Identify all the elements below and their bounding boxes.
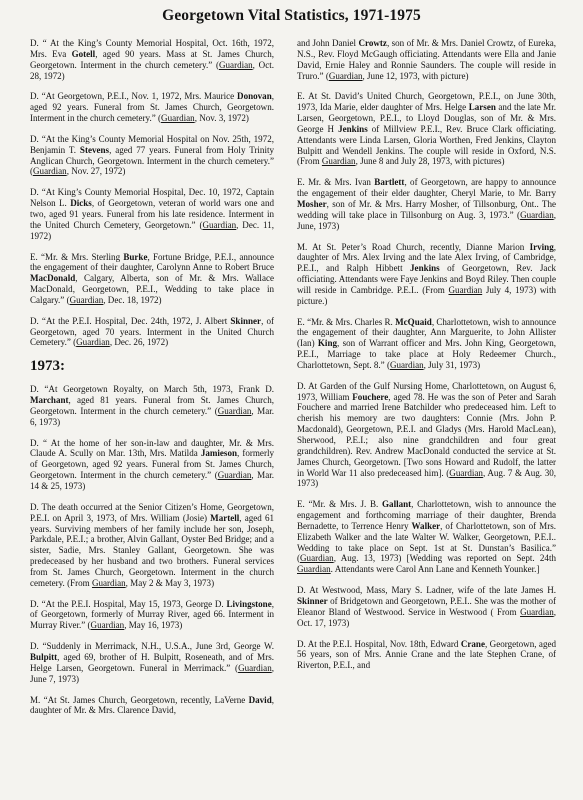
entry-text: , Charlottetown, wish to announce the engagement of their daughter, Ann Marguerite, to John Allister (Ian) (297, 316, 556, 349)
newspaper-name: Guardian (69, 294, 104, 305)
newspaper-name: Guardian (328, 70, 363, 81)
record-entry (297, 177, 556, 231)
newspaper-name: Guardian (520, 209, 554, 220)
entry-text: , June 8 and July 28, 1973, with pictures) (355, 156, 505, 167)
record-entry (30, 134, 274, 177)
record-entry (297, 381, 556, 489)
entry-text: , aged 61 years. Surviving members of her family include her son, Joseph, Parkdale, P.E.I.; a brother, Alvin Gallant, Oyster Bed Bridge; and a sister, Sadie, Mrs. Stanley Gallant, Georgetown. She was predeceased by her husband and two brothers. Funeral services from St. James Church, Georgetown. Interment in the church cemetery. (From (30, 512, 274, 588)
entries-1973 (30, 384, 274, 716)
record-entry (30, 187, 274, 241)
entry-text: E. Mr. & Mrs. Ivan (297, 177, 375, 188)
entry-text: D. “At King’s County Memorial Hospital, Dec. 10, 1972, Captain Nelson L. (30, 187, 274, 209)
entry-text: , aged 90 years. Mass at St. James Church, Georgetown. Interment in the church cemetery.” ( (30, 48, 274, 70)
record-entry (30, 384, 274, 427)
entry-text: D. “At Georgetown Royalty, on March 5th, 1973, Frank D. (30, 384, 274, 395)
record-entry (30, 91, 274, 124)
newspaper-name: Guardian (90, 620, 125, 631)
entry-text: D. “At the King’s County Memorial Hospital on Nov. 25th, 1972, Benjamin T. (30, 133, 274, 155)
newspaper-name: Guardian (238, 662, 272, 673)
newspaper-name: Guardian (76, 337, 110, 348)
surname: Gotell (71, 48, 96, 59)
surname: Bartlett (374, 177, 405, 188)
entry-text: , daughter of Mrs. Alex Irving and the late Alex Irving, of Cambridge, P.E.I., and Ralph Hibbett (297, 241, 556, 274)
entry-text: D. “ At the King’s County Memorial Hospital, Oct. 16th, 1972, Mrs. Eva (30, 38, 274, 59)
entry-text: , formerly of Georgetown, aged 92 years. Funeral from St. James Church, Georgetown. Interment in the church cemetery.” ( (30, 448, 274, 481)
surname: Walker (411, 520, 441, 531)
entry-text: , Nov. 27, 1972) (66, 166, 126, 177)
entry-text: , of Georgetown, veteran of world wars one and two, aged 91 years. Funeral from his late residence. Interment in the United Church Cemetery, Georgetown.” ( (30, 198, 274, 230)
surname: Martell (210, 512, 240, 523)
entry-text: M. At St. Peter’s Road Church, recently, Dianne Marion (297, 241, 530, 252)
surname: Dicks (70, 198, 92, 209)
entry-text: D. “At Georgetown, P.E.I., Nov. 1, 1972, Mrs. Maurice (30, 91, 238, 102)
entry-text: , daughter of Mr. & Mrs. Clarence David, (30, 694, 274, 716)
surname: Larsen (468, 102, 496, 113)
record-entry (297, 91, 556, 167)
entry-text: , Oct. 28, 1972) (30, 59, 274, 81)
newspaper-name: Guardian (217, 405, 252, 416)
record-entry (30, 502, 274, 589)
left-column (30, 38, 274, 726)
entry-text: E. “Mr. & Mrs. J. B. (297, 499, 383, 510)
newspaper-name: Guardian (321, 156, 356, 167)
entry-text: , son of Warrant officer and Mrs. John King, Georgetown, P.E.I., Marriage to take place at Holy Redeemer Church., Charlottetown, Sept. 8.” ( (297, 338, 556, 370)
entry-text: , of Georgetown, aged 70 years. Interment in the United Church Cemetery.” ( (30, 315, 274, 348)
entry-text: , son of Mr. & Mrs. Daniel Crowtz, of Eureka, N.S., Rev. Floyd McGaugh officiating. Attendants were Ella and Janie David, Ernie Haley and Ronnie Saunders. The couple will reside in Truro.” ( (297, 38, 556, 81)
surname: David (248, 694, 272, 705)
entry-text: , of Georgetown, are happy to announce the engagement of their elder daughter, Cheryl Marie, to Mr. Barry (297, 177, 556, 199)
surname: Donovan (237, 91, 272, 102)
surname: Bulpitt (30, 651, 58, 662)
entry-text: , May 16, 1973) (124, 620, 183, 631)
record-entry (30, 316, 274, 349)
entry-text: and John Daniel (297, 38, 359, 48)
entry-text: , Aug. 7 & Aug. 30, 1973) (297, 467, 557, 489)
entries-1972 (30, 38, 274, 348)
newspaper-name: Guardian (33, 166, 67, 177)
record-entry (297, 317, 556, 371)
surname: Mosher (297, 198, 327, 209)
entry-text: , May 2 & May 3, 1973) (125, 577, 215, 588)
newspaper-name: Guardian (449, 467, 483, 478)
record-entry (30, 695, 274, 717)
surname: Gallant (382, 499, 412, 510)
newspaper-name: Guardian (91, 577, 126, 588)
surname: Jenkins (338, 123, 368, 134)
entry-text: D. At Garden of the Gulf Nursing Home, Charlottetown, on August 6, 1973, William (297, 380, 556, 402)
surname: Fouchere (352, 391, 389, 402)
entry-text: , son of Mr. & Mrs. Harry Mosher, of Tillsonburg, Ont.. The wedding will take place in Tillsonburg on Aug. 3, 1973.” ( (297, 198, 556, 220)
record-entry (30, 38, 274, 81)
newspaper-name: Guardian (297, 564, 331, 575)
entry-text: , Nov. 3, 1972) (194, 113, 249, 124)
newspaper-name: Guardian (520, 606, 554, 617)
surname: Marchant (30, 395, 69, 406)
newspaper-name: Guardian (161, 113, 195, 124)
record-entry (30, 438, 274, 492)
surname: Crowtz (358, 38, 387, 48)
year-heading: 1973: (30, 358, 65, 375)
entry-text: D. “At the P.E.I. Hospital, Dec. 24th, 1972, J. Albert (30, 315, 231, 326)
entry-text: , aged 81 years. Funeral from St. James Church, Georgetown. Interment in the church cemetery.” ( (30, 395, 274, 416)
record-entry (30, 599, 274, 632)
surname: King (317, 338, 337, 349)
entry-text: , Aug. 13, 1973) [Wedding was reported on Sept. 24th (333, 553, 556, 564)
surname: Burke (123, 251, 148, 262)
entry-text: , Dec. 26, 1972) (109, 337, 169, 348)
entry-text: , June, 1973) (297, 209, 556, 231)
newspaper-name: Guardian (300, 553, 334, 564)
record-entry (297, 38, 556, 81)
surname: Stevens (79, 144, 110, 155)
page-title: Georgetown Vital Statistics, 1971-1975 (162, 7, 421, 24)
entry-text: , Oct. 17, 1973) (297, 606, 556, 628)
entry-text: . Attendants were Carol Ann Lane and Kenneth Younker.] (330, 564, 540, 575)
record-entry (30, 641, 274, 684)
record-entry (297, 585, 556, 628)
surname: MacDonald (30, 273, 76, 284)
entries-continued (297, 38, 556, 671)
entry-text: E. At St. David’s United Church, Georgetown, P.E.I., on June 30th, 1973, Ida Marie, elder daughter of Mrs. Helge (297, 91, 556, 113)
entry-text: M. “At St. James Church, Georgetown, recently, LaVerne (30, 694, 249, 705)
newspaper-name: Guardian (219, 59, 253, 70)
surname: Skinner (230, 315, 262, 326)
record-entry (30, 252, 274, 306)
entry-text: , aged 92 years. Funeral from St. James Church, Georgetown. Interment in the church cemetery.” ( (30, 91, 274, 124)
entry-text: , July 31, 1973) (423, 359, 481, 370)
entry-text: E. “Mr. & Mrs. Charles R. (297, 316, 396, 327)
surname: Crane (460, 638, 485, 649)
entry-text: , of Charlottetown, son of Mrs. Elizabeth Walker and the late Walter W. Walker, Georgetown, P.E.I.. Wedding to take place on Sept. 1st at St. Dunstan’s Basilica.” ( (297, 520, 556, 564)
newspaper-name: Guardian (448, 284, 483, 295)
entry-text: D. The death occurred at the Senior Citizen’s Home, Georgetown, P.E.I. on April 3, 1973, of Mrs. William (Josie) (30, 501, 274, 523)
entry-text: D. “ At the home of her son-in-law and daughter, Mr. & Mrs. Claude A. Scully on Mar. 13th, Mrs. Matilda (30, 437, 274, 459)
entry-text: , Mar. 14 & 25, 1973) (30, 470, 274, 491)
surname: Livingstone (226, 598, 272, 609)
entry-text: , June 7, 1973) (30, 662, 274, 684)
entry-text: , Georgetown, aged 56 years, son of Mrs. Annie Crane and the late Stephen Crane, of Riverton, P.E.I., and (297, 638, 557, 671)
surname: Irving (529, 241, 554, 252)
entry-text: , Dec. 11, 1972) (30, 219, 274, 241)
entry-text: , Fortune Bridge, P.E.I., announce the engagement of their daughter, Carolynn Anne to Robert Bruce (30, 251, 274, 273)
entry-text: D. “Suddenly in Merrimack, N.H., U.S.A., June 3rd, George W. (30, 641, 274, 652)
entry-text: D. At the P.E.I. Hospital, Nov. 18th, Edward (297, 638, 461, 649)
record-entry (297, 499, 556, 575)
newspaper-name: Guardian (389, 359, 424, 370)
entry-text: E. “Mr. & Mrs. Sterling (30, 251, 124, 262)
newspaper-name: Guardian (217, 470, 252, 481)
right-column (297, 38, 556, 681)
surname: Jamieson (200, 448, 238, 459)
entry-text: D. “At the P.E.I. Hospital, May 15, 1973, George D. (30, 598, 227, 609)
entry-text: , Charlottetown, wish to announce the engagement and forthcoming marriage of their daughter, Brenda Bernadette, to Terrence Henry (297, 499, 556, 531)
entry-text: D. At Westwood, Mass, Mary S. Ladner, wife of the late James H. (297, 585, 556, 596)
surname: Jenkins (410, 263, 440, 274)
entry-text: and the late Mr. Larsen, Georgetown, P.E.I., to Lloyd Douglas, son of Mr. & Mrs. George H (297, 102, 556, 134)
entry-text: , Dec. 18, 1972) (103, 294, 162, 305)
entry-text: , aged 77 years. Funeral from Holy Trinity Anglican Church, Georgetown. Interment in the church cemetery.” ( (30, 144, 275, 177)
entry-text: July 4, 1973) with picture.) (297, 284, 556, 306)
record-entry (297, 242, 556, 307)
surname: McQuaid (395, 316, 432, 327)
entry-text: of Georgetown, Rev. Jack officiating. Attendants were Faye Jenkins and Boyd Riley. Then couple will reside in Cambridge. P.E.I.. (From (297, 263, 556, 295)
entry-text: of Millview P.E.I., Rev. Bruce Clark officiating. Attendants were Linda Larsen, Gloria Worthen, Fred Jenkins, Clayton Bulpitt and Wendell Jenkins. The couple will reside in Oxford, N.S. (From (297, 123, 556, 167)
entry-text: , Mar. 6, 1973) (30, 405, 274, 427)
newspaper-name: Guardian (202, 219, 237, 230)
entry-text: , of Georgetown, formerly of Murray River, aged 66. Interment in Murray River.” ( (30, 598, 274, 631)
entry-text: , aged 69, brother of H. Bulpitt, Roseneath, and of Mrs. Helge Larsen, Georgetown. Funeral in Merrimack.” ( (30, 651, 274, 673)
entry-text: , Calgary, Alberta, son of Mr. & Mrs. Wallace MacDonald, Georgetown, P.E.I., Wedding to take place in Calgary.” ( (30, 273, 274, 305)
entry-text: of Bridgetown and Georgetown, P.E.I.. She was the mother of Eleanor Bland of Westwood. Service in Westwood ( From (297, 595, 556, 617)
surname: Skinner (297, 595, 328, 606)
entry-text: , aged 78. He was the son of Peter and Sarah Fouchere and married Irene Batchilder who predeceased him. Left to cherish his memory are two daughters: Connie (Mrs. John P. Macdonald), Georgetown, P.E.I. and Gladys (Mrs. Harold MacLean), Sherwood, P.E.I.; also nine grandchildren and four great grandchildren). Rev. Andrew MacDonald conducted the service at St. James Church, Georgetown. [Two sons Howard and Rudolf, the latter in World War 11 also predeceased him]. ( (297, 391, 556, 478)
record-entry (297, 639, 556, 672)
entry-text: , June 12, 1973, with picture) (362, 70, 469, 81)
